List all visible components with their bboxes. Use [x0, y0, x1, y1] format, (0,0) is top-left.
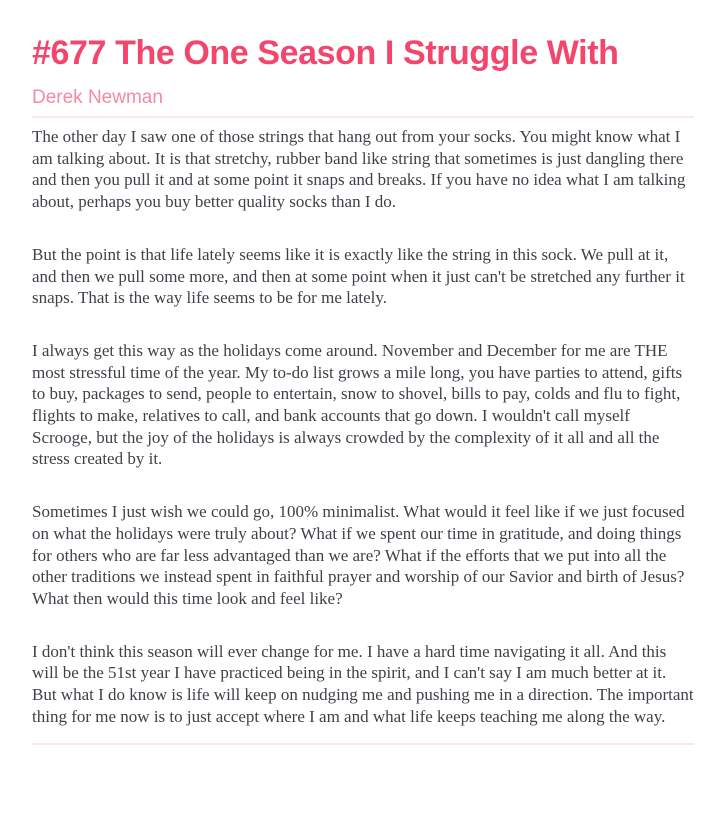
post-article — [32, 0, 694, 745]
post-paragraph: The other day I saw one of those strings that hang out from your socks. You might know what I am talking about. It is that stretchy, rubber band like string that sometimes is just dangling there and then you pull it and at some point it snaps and breaks. If you have no idea what I am talking about, perhaps you buy better quality socks than I do. — [32, 127, 686, 212]
post-paragraph: I always get this way as the holidays come around. November and December for me are THE most stressful time of the year. My to-do list grows a mile long, you have parties to attend, gifts to buy, packages to send, people to entertain, snow to shovel, bills to pay, colds and flu to fight, flights to make, relatives to call, and bank accounts that go down. I wouldn't call myself Scrooge, but the joy of the holidays is always crowded by the complexity of it all and all the stress created by it. — [32, 340, 683, 469]
post-paragraph: But the point is that life lately seems like it is exactly like the string in this sock. We pull at it, and then we pull some more, and then at some point when it just can't be stretched any further it snaps. That is the way life seems to be for me lately. — [32, 244, 685, 308]
post-body — [32, 126, 694, 727]
post-paragraph: I don't think this season will ever change for me. I have a hard time navigating it all. And this will be the 51st year I have practiced being in the spirit, and I can't say I am much better at it. But what I do know is life will keep on nudging me and pushing me in a direction. The important thing for me now is to just accept where I am and what life keeps teaching me along the way. — [32, 641, 694, 726]
footer-divider — [32, 743, 694, 745]
header-divider — [32, 116, 694, 118]
post-paragraph: Sometimes I just wish we could go, 100% minimalist. What would it feel like if we just focused on what the holidays were truly about? What if we spent our time in gratitude, and doing things for others who are far less advantaged than we are? What if the efforts that we put into all the other traditions we instead spent in faithful prayer and worship of our Savior and birth of Jesus? What then would this time look and feel like? — [32, 502, 685, 608]
post-title: #677 The One Season I Struggle With — [32, 34, 619, 72]
post-author[interactable]: Derek Newman — [32, 87, 163, 108]
